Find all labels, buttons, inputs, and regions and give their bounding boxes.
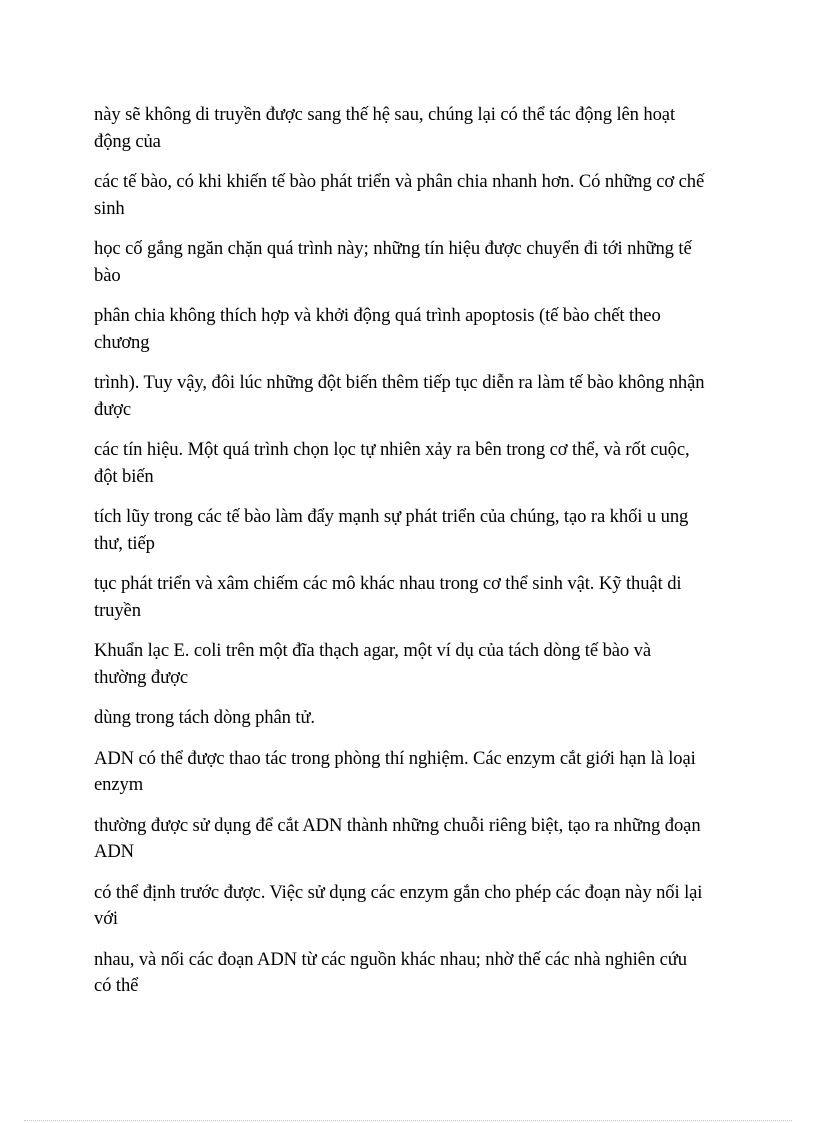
paragraph-line: học cố gắng ngăn chặn quá trình này; những tín hiệu được chuyển đi tới những tế — [94, 238, 692, 259]
paragraph-line: chương — [94, 331, 150, 353]
paragraph-11 — [94, 746, 726, 799]
paragraph-line: dùng trong tách dòng phân tử. — [94, 707, 315, 728]
paragraph-7 — [94, 504, 726, 557]
paragraph-line: có thể — [94, 975, 139, 996]
paragraph-line: thường được sử dụng để cắt ADN thành những chuỗi riêng biệt, tạo ra những đoạn — [94, 814, 701, 836]
paragraph-13 — [94, 880, 726, 933]
paragraph-line: enzym — [94, 774, 144, 795]
document-body — [94, 102, 726, 1014]
paragraph-4 — [94, 303, 726, 356]
paragraph-line: các tín hiệu. Một quá trình chọn lọc tự nhiên xảy ra bên trong cơ thể, và rốt cuộc, — [94, 439, 690, 460]
paragraph-line: với — [94, 908, 118, 929]
paragraph-line: động của — [94, 130, 161, 152]
paragraph-line: nhau, và nối các đoạn ADN từ các nguồn khác nhau; nhờ thế các nhà nghiên cứu — [94, 948, 687, 970]
paragraph-10 — [94, 705, 726, 732]
page-footer-divider — [24, 1120, 792, 1121]
paragraph-line: tục phát triển và xâm chiếm các mô khác nhau trong cơ thể sinh vật. Kỹ thuật di — [94, 573, 682, 594]
paragraph-line: ADN — [94, 841, 134, 862]
paragraph-line: truyền — [94, 599, 141, 621]
paragraph-line: thư, tiếp — [94, 532, 155, 554]
paragraph-line: đột biến — [94, 465, 154, 487]
paragraph-line: được — [94, 398, 132, 420]
paragraph-1 — [94, 102, 726, 155]
paragraph-line: các tế bào, có khi khiến tế bào phát triển và phân chia nhanh hơn. Có những cơ chế — [94, 171, 705, 192]
paragraph-line: sinh — [94, 197, 125, 219]
paragraph-line: này sẽ không di truyền được sang thế hệ sau, chúng lại có thể tác động lên hoạt — [94, 104, 676, 125]
paragraph-14 — [94, 947, 726, 1000]
paragraph-line: tích lũy trong các tế bào làm đẩy mạnh sự phát triển của chúng, tạo ra khối u ung — [94, 506, 689, 527]
paragraph-line: Khuẩn lạc E. coli trên một đĩa thạch agar, một ví dụ của tách dòng tế bào và — [94, 640, 652, 661]
paragraph-line: trình). Tuy vậy, đôi lúc những đột biến thêm tiếp tục diễn ra làm tế bào không nhận — [94, 372, 705, 393]
paragraph-line: phân chia không thích hợp và khởi động quá trình apoptosis (tế bào chết theo — [94, 305, 661, 326]
paragraph-3 — [94, 236, 726, 289]
paragraph-5 — [94, 370, 726, 423]
paragraph-2 — [94, 169, 726, 222]
paragraph-12 — [94, 813, 726, 866]
paragraph-6 — [94, 437, 726, 490]
paragraph-8 — [94, 571, 726, 624]
paragraph-line: thường được — [94, 666, 188, 688]
paragraph-line: có thể định trước được. Việc sử dụng các enzym gắn cho phép các đoạn này nối lại — [94, 881, 703, 903]
paragraph-9 — [94, 638, 726, 691]
paragraph-line: ADN có thể được thao tác trong phòng thí nghiệm. Các enzym cắt giới hạn là loại — [94, 747, 696, 769]
paragraph-line: bào — [94, 264, 121, 286]
